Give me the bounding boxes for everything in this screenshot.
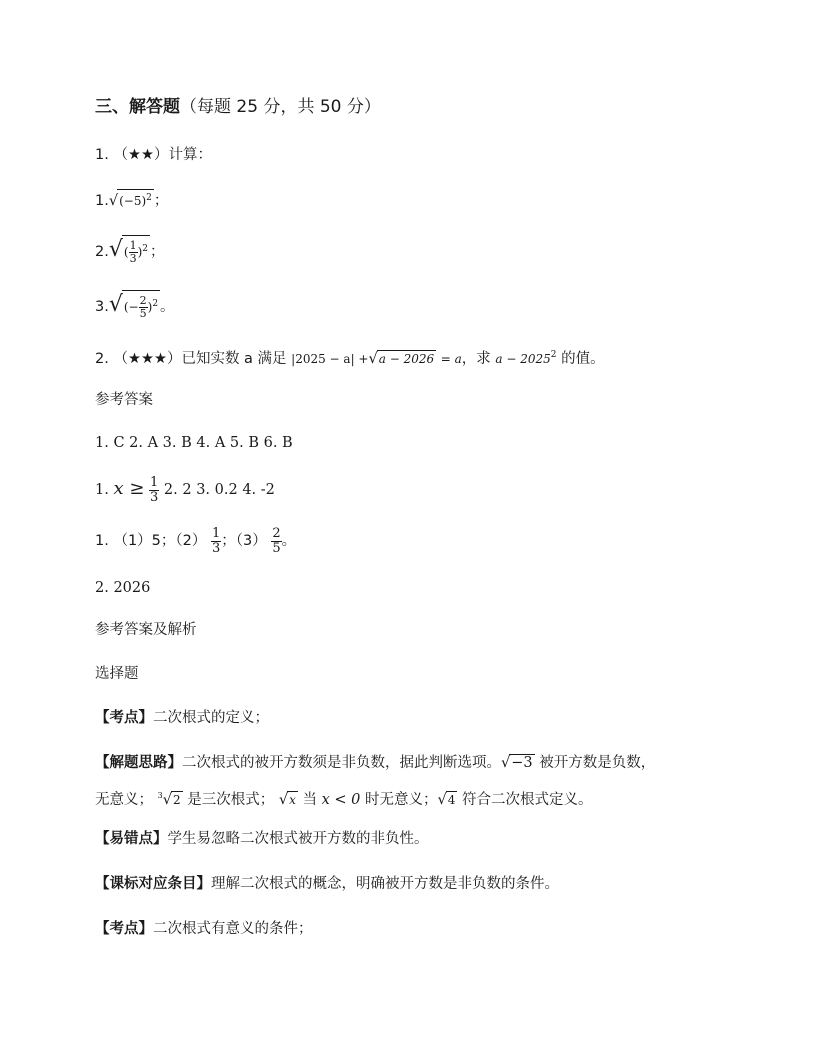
answers-q2-line: 2. 2026: [95, 580, 151, 596]
answers-calc-num2: 2: [272, 525, 281, 541]
q2-statement: [95, 344, 605, 370]
answers-calc-frac2: [271, 527, 281, 556]
answers-fill-fraction: [149, 476, 159, 505]
q1-part2-den: 3: [129, 252, 137, 265]
kaodian-2-tag: 【考点】: [95, 921, 153, 937]
kebiao-line: [95, 873, 559, 895]
q1-part3-exp: 2: [152, 299, 159, 309]
jieti-sqrt-neg3: −3: [511, 755, 533, 771]
answers-fill-num: 1: [150, 474, 159, 490]
q2-prefix: 2. （★★★）已知实数 a 满足: [95, 350, 287, 367]
q1-part1-exp: 2: [146, 193, 152, 203]
q1-part1-radicand: [117, 189, 154, 209]
kaodian-1: [95, 707, 269, 729]
q1-part2-fraction: [129, 240, 138, 265]
yicuo-line: [95, 828, 429, 850]
jieti-cbrt-val: 2: [172, 792, 181, 807]
sqrt-symbol: √: [108, 292, 123, 317]
jieti-cbrt-index: 3: [157, 791, 163, 800]
q1-header: 1. （★★）计算：: [95, 147, 212, 163]
q1-part2-num: 1: [129, 239, 137, 252]
sqrt-symbol: √: [368, 350, 378, 367]
jieti-cond: x < 0: [321, 791, 361, 808]
q1-part3-radicand: (− $\frac{2}{5}$ )$^2$: [122, 290, 160, 320]
jieti-sqrt-4: 4: [447, 792, 456, 807]
q2-target-exp: 2: [550, 350, 557, 360]
q1-part2-radicand: ( $\frac{1}{3}$ )$^2$: [122, 235, 150, 265]
answers-calc-line: [95, 526, 296, 556]
kaodian-1-text: 二次根式的定义；: [153, 710, 269, 726]
answers-heading: 参考答案: [95, 392, 153, 408]
q1-part2-exp: 2: [142, 244, 148, 254]
jieti-text-1: 二次根式的被开方数须是非负数，据此判断选项。: [182, 755, 501, 771]
q1-part1: [95, 189, 168, 212]
q1-part1-expr: (−5): [119, 194, 147, 208]
answers-fill-rest: 2. 2 3. 0.2 4. -2: [163, 482, 275, 498]
section-title-main: 三、解答题: [95, 97, 180, 117]
answers-calc-a: 1. （1）5；（2）: [95, 533, 207, 549]
section-title: [95, 94, 381, 120]
sqrt-symbol: √: [278, 791, 289, 808]
jieti-text-3: 无意义；: [95, 791, 153, 808]
q1-part3-den: 5: [139, 307, 147, 320]
yicuo-tag: 【易错点】: [95, 831, 168, 847]
jieti-text-2: 被开方数是负数，: [539, 755, 656, 771]
q1-part2: [95, 234, 164, 268]
yicuo-text: 学生易忽略二次根式被开方数的非负性。: [167, 831, 429, 847]
answers-fill-x: x ≥: [113, 478, 145, 499]
answers-choice-line: 1. C 2. A 3. B 4. A 5. B 6. B: [95, 435, 293, 451]
sqrt-symbol: √: [108, 237, 123, 262]
cbrt-symbol: √: [162, 791, 172, 808]
section-title-note: （每题 25 分，共 50 分）: [180, 97, 381, 117]
q2-eq: = a: [440, 351, 462, 366]
q2-mid: ，求: [461, 350, 491, 367]
kaodian-1-tag: 【考点】: [95, 710, 153, 726]
q1-part2-number: 2.: [95, 244, 109, 260]
q1-part3-number: 3.: [95, 299, 109, 315]
jieti-line-2: [95, 785, 592, 811]
answers-calc-c: 。: [281, 533, 297, 549]
q1-part3-fraction: [139, 295, 148, 320]
q2-suffix: 的值。: [561, 350, 605, 367]
answers-calc-num1: 1: [211, 525, 221, 541]
analysis-subheading: 选择题: [95, 666, 139, 682]
sqrt-symbol: √: [501, 755, 511, 771]
q2-sqrt-expr: a − 2026: [378, 351, 435, 366]
sqrt-symbol: √: [437, 791, 447, 808]
kebiao-tag: 【课标对应条目】: [95, 876, 211, 892]
answers-fill-line: [95, 474, 275, 505]
q1-part3-num: 2: [139, 294, 147, 307]
analysis-heading: 参考答案及解析: [95, 622, 197, 638]
q1-part1-suffix: ；: [153, 193, 169, 209]
jieti-sqrt-x: x: [289, 792, 296, 807]
q1-part2-suffix: ；: [149, 244, 165, 260]
kaodian-2: [95, 918, 313, 940]
q1-part1-number: 1.: [95, 193, 109, 209]
sqrt-symbol: √: [108, 193, 119, 209]
kebiao-text: 理解二次根式的概念，明确被开方数是非负数的条件。: [211, 876, 559, 892]
answers-calc-den2: 5: [272, 540, 281, 556]
jieti-text-6: 时无意义；: [364, 791, 438, 808]
answers-calc-b: ；（3）: [221, 533, 267, 549]
jieti-text-4: 是三次根式；: [187, 791, 275, 808]
jieti-line-1: [95, 752, 655, 774]
answers-fill-number: 1.: [95, 482, 109, 498]
jieti-text-5: 当: [302, 791, 317, 808]
jieti-text-7: 符合二次根式定义。: [461, 791, 593, 808]
q2-abs-expr: |2025 − a| +: [291, 351, 369, 366]
jieti-tag: 【解题思路】: [95, 755, 182, 771]
answers-calc-den1: 3: [211, 540, 221, 556]
q1-part3-suffix: 。: [160, 299, 175, 315]
q1-part3: [95, 289, 175, 323]
answers-fill-den: 3: [150, 489, 159, 505]
q2-target: a − 2025: [495, 351, 551, 366]
kaodian-2-text: 二次根式有意义的条件；: [153, 921, 313, 937]
answers-calc-frac1: [211, 527, 221, 556]
